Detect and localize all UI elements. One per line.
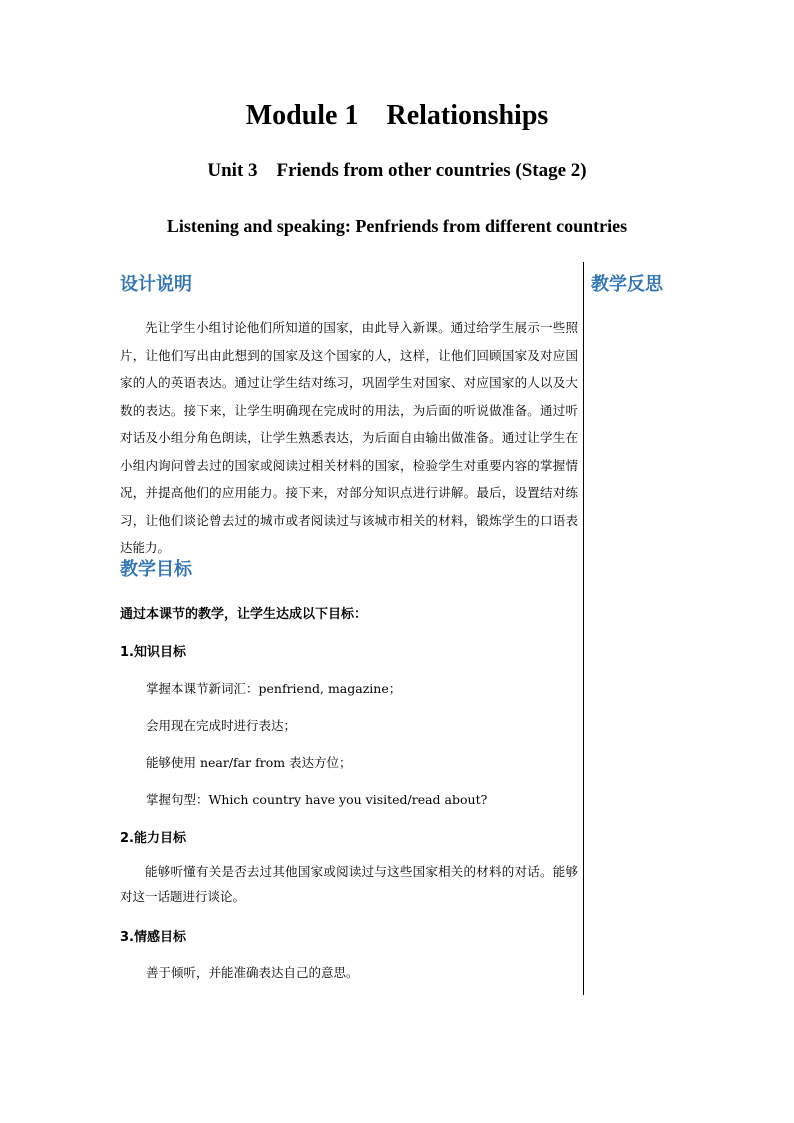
lesson-title: Listening and speaking: Penfriends from different countries [166,216,628,236]
ability-heading: 2.能力目标 [120,831,186,846]
goals-heading: 教学目标 [120,559,192,580]
knowledge-item: 会用现在完成时进行表达； [146,718,297,733]
column-divider [583,262,584,995]
emotion-item: 善于倾听，并能准确表达自己的意思。 [146,965,359,980]
knowledge-item: 能够使用 near/far from 表达方位； [146,755,352,770]
unit-title: Unit 3 Friends from other countries (Stage 2) [207,160,587,181]
goals-intro: 通过本课节的教学，让学生达成以下目标： [120,607,368,622]
knowledge-item: 掌握本课节新词汇：penfriend, magazine； [146,681,402,696]
design-heading: 设计说明 [120,274,192,295]
module-title: Module 1 Relationships [245,100,549,131]
emotion-heading: 3.情感目标 [120,930,186,945]
ability-paragraph: 能够听懂有关是否去过其他国家或阅读过与这些国家相关的材料的对话。能够对这一话题进行谈论。 [120,864,578,904]
knowledge-item: 掌握句型：Which country have you visited/read about? [146,792,488,807]
reflection-heading: 教学反思 [591,274,663,295]
design-paragraph: 先让学生小组讨论他们所知道的国家，由此导入新课。通过给学生展示一些照片，让他们写出由此想到的国家及这个国家的人，这样，让他们回顾国家及对应国家的人的英语表达。通过让学生结对练习，巩固学生对国家、对应国家的人以及大数的表达。接下来，让学生明确现在完成时的用法，为后面的听说做准备。通过听对话及小组分角色朗读，让学生熟悉表达，为后面自由输出做准备。通过让学生在小组内询问曾去过的国家或阅读过相关材料的国家，检验学生对重要内容的掌握情况，并提高他们的应用能力。接下来，对部分知识点进行讲解。最后，设置结对练习，让他们谈论曾去过的城市或者阅读过与该城市相关的材料，锻炼学生的口语表达能力。 [120,320,578,555]
knowledge-heading: 1.知识目标 [120,645,186,660]
